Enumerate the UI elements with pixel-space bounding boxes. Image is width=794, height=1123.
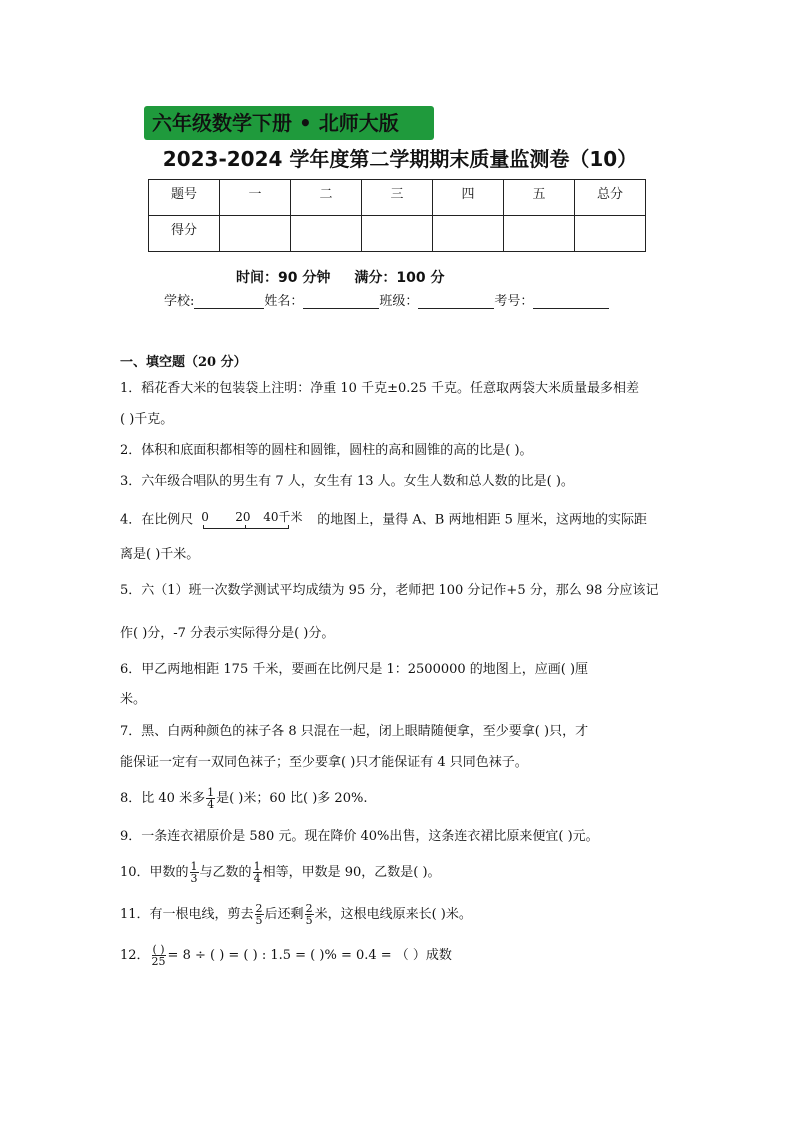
scale-label-40: 40千米 bbox=[263, 510, 303, 524]
score-input-cell[interactable] bbox=[433, 216, 504, 252]
exam-full-score: 满分：100 分 bbox=[354, 270, 445, 286]
question-6-line-2: 米。 bbox=[120, 692, 147, 707]
fraction-denominator: 4 bbox=[207, 798, 215, 811]
score-header-cell: 总分 bbox=[575, 180, 646, 216]
fraction bbox=[253, 861, 262, 884]
score-table bbox=[148, 179, 646, 252]
fraction-numerator: 1 bbox=[190, 860, 198, 873]
score-input-cell[interactable] bbox=[362, 216, 433, 252]
class-label: 班级： bbox=[379, 294, 419, 309]
score-row-label: 得分 bbox=[149, 216, 220, 252]
question-11-after: 米，这根电线原来长( )米。 bbox=[314, 907, 472, 922]
fraction-denominator: 5 bbox=[255, 914, 263, 927]
fraction bbox=[206, 787, 215, 810]
score-table-header-row bbox=[149, 180, 646, 216]
question-5-line-1: 5．六（1）班一次数学测试平均成绩为 95 分，老师把 100 分记作+5 分，那么 98 分应该记 bbox=[120, 583, 659, 598]
question-8-before: 8．比 40 米多 bbox=[120, 791, 206, 806]
question-11 bbox=[120, 903, 472, 926]
scale-label-0: 0 bbox=[201, 510, 209, 524]
scale-mid-tick bbox=[245, 525, 246, 529]
question-4-after: 的地图上，量得 A、B 两地相距 5 厘米，这两地的实际距 bbox=[317, 512, 648, 528]
fraction bbox=[151, 944, 167, 967]
question-8 bbox=[120, 787, 367, 810]
question-10-after: 相等，甲数是 90，乙数是( )。 bbox=[262, 865, 441, 880]
question-4-line-2: 离是( )千米。 bbox=[120, 547, 200, 562]
name-label: 姓名： bbox=[264, 294, 304, 309]
question-9: 9．一条连衣裙原价是 580 元。现在降价 40%出售，这条连衣裙比原来便宜( )元。 bbox=[120, 829, 599, 844]
question-2: 2．体积和底面积都相等的圆柱和圆锥，圆柱的高和圆锥的高的比是( )。 bbox=[120, 443, 533, 458]
score-table-score-row bbox=[149, 216, 646, 252]
question-7-line-2: 能保证一定有一双同色袜子；至少要拿( )只才能保证有 4 只同色袜子。 bbox=[120, 755, 528, 770]
section-title: 一、填空题（20 分） bbox=[120, 355, 247, 370]
fraction-denominator: 5 bbox=[305, 914, 313, 927]
question-8-after: 是( )米；60 比( )多 20%. bbox=[216, 791, 368, 806]
score-header-cell: 四 bbox=[433, 180, 504, 216]
question-12-after: = 8 ÷ ( ) = ( ) : 1.5 = ( )% = 0.4 = （ ）成数 bbox=[167, 948, 452, 963]
question-1-line-2: ( )千克。 bbox=[120, 412, 174, 427]
page-title: 2023-2024 学年度第二学期期末质量监测卷（10） bbox=[162, 147, 638, 171]
score-header-cell: 题号 bbox=[149, 180, 220, 216]
scale-label-20: 20 bbox=[235, 510, 251, 524]
score-input-cell[interactable] bbox=[291, 216, 362, 252]
question-1-line-1: 1．稻花香大米的包装袋上注明：净重 10 千克±0.25 千克。任意取两袋大米质量最多相差 bbox=[120, 381, 640, 396]
question-12 bbox=[120, 944, 452, 967]
question-10-mid: 与乙数的 bbox=[199, 865, 252, 880]
fraction-denominator: 3 bbox=[190, 872, 198, 885]
score-header-cell: 一 bbox=[220, 180, 291, 216]
class-field[interactable] bbox=[418, 294, 494, 309]
score-header-cell: 五 bbox=[504, 180, 575, 216]
fraction bbox=[190, 861, 199, 884]
scale-line bbox=[203, 525, 289, 529]
fraction-numerator: 1 bbox=[207, 786, 215, 799]
fraction-numerator: 2 bbox=[305, 902, 313, 915]
question-12-before: 12． bbox=[120, 948, 150, 963]
school-label: 学校: bbox=[164, 294, 195, 309]
question-11-mid: 后还剩 bbox=[264, 907, 304, 922]
exam-time: 时间：90 分钟 bbox=[236, 270, 331, 286]
score-input-cell[interactable] bbox=[575, 216, 646, 252]
name-field[interactable] bbox=[303, 294, 379, 309]
score-header-cell: 三 bbox=[362, 180, 433, 216]
student-info-line bbox=[164, 290, 609, 309]
number-field[interactable] bbox=[533, 294, 609, 309]
question-4-line-1 bbox=[120, 509, 647, 531]
question-7-line-1: 7．黑、白两种颜色的袜子各 8 只混在一起，闭上眼睛随便拿，至少要拿( )只，才 bbox=[120, 724, 589, 739]
school-field[interactable] bbox=[194, 294, 264, 309]
question-5-line-2: 作( )分，-7 分表示实际得分是( )分。 bbox=[120, 626, 335, 641]
fraction-denominator: 4 bbox=[253, 872, 261, 885]
exam-time-line bbox=[236, 267, 468, 287]
fraction-numerator: ( ) bbox=[152, 943, 165, 956]
question-6-line-1: 6．甲乙两地相距 175 千米，要画在比例尺是 1：2500000 的地图上，应画( )厘 bbox=[120, 662, 589, 677]
score-header-cell: 二 bbox=[291, 180, 362, 216]
fraction-denominator: 25 bbox=[151, 955, 166, 968]
fraction bbox=[305, 903, 314, 926]
score-input-cell[interactable] bbox=[504, 216, 575, 252]
question-10 bbox=[120, 861, 441, 884]
score-input-cell[interactable] bbox=[220, 216, 291, 252]
question-11-before: 11．有一根电线，剪去 bbox=[120, 907, 254, 922]
question-3: 3．六年级合唱队的男生有 7 人，女生有 13 人。女生人数和总人数的比是( )。 bbox=[120, 474, 574, 489]
fraction-numerator: 1 bbox=[253, 860, 261, 873]
fraction-numerator: 2 bbox=[255, 902, 263, 915]
question-10-before: 10．甲数的 bbox=[120, 865, 189, 880]
scale-bar-icon bbox=[201, 509, 309, 531]
question-4-before: 4．在比例尺 bbox=[120, 512, 194, 528]
number-label: 考号： bbox=[494, 294, 534, 309]
grade-badge: 六年级数学下册 • 北师大版 bbox=[144, 106, 434, 140]
fraction bbox=[255, 903, 264, 926]
